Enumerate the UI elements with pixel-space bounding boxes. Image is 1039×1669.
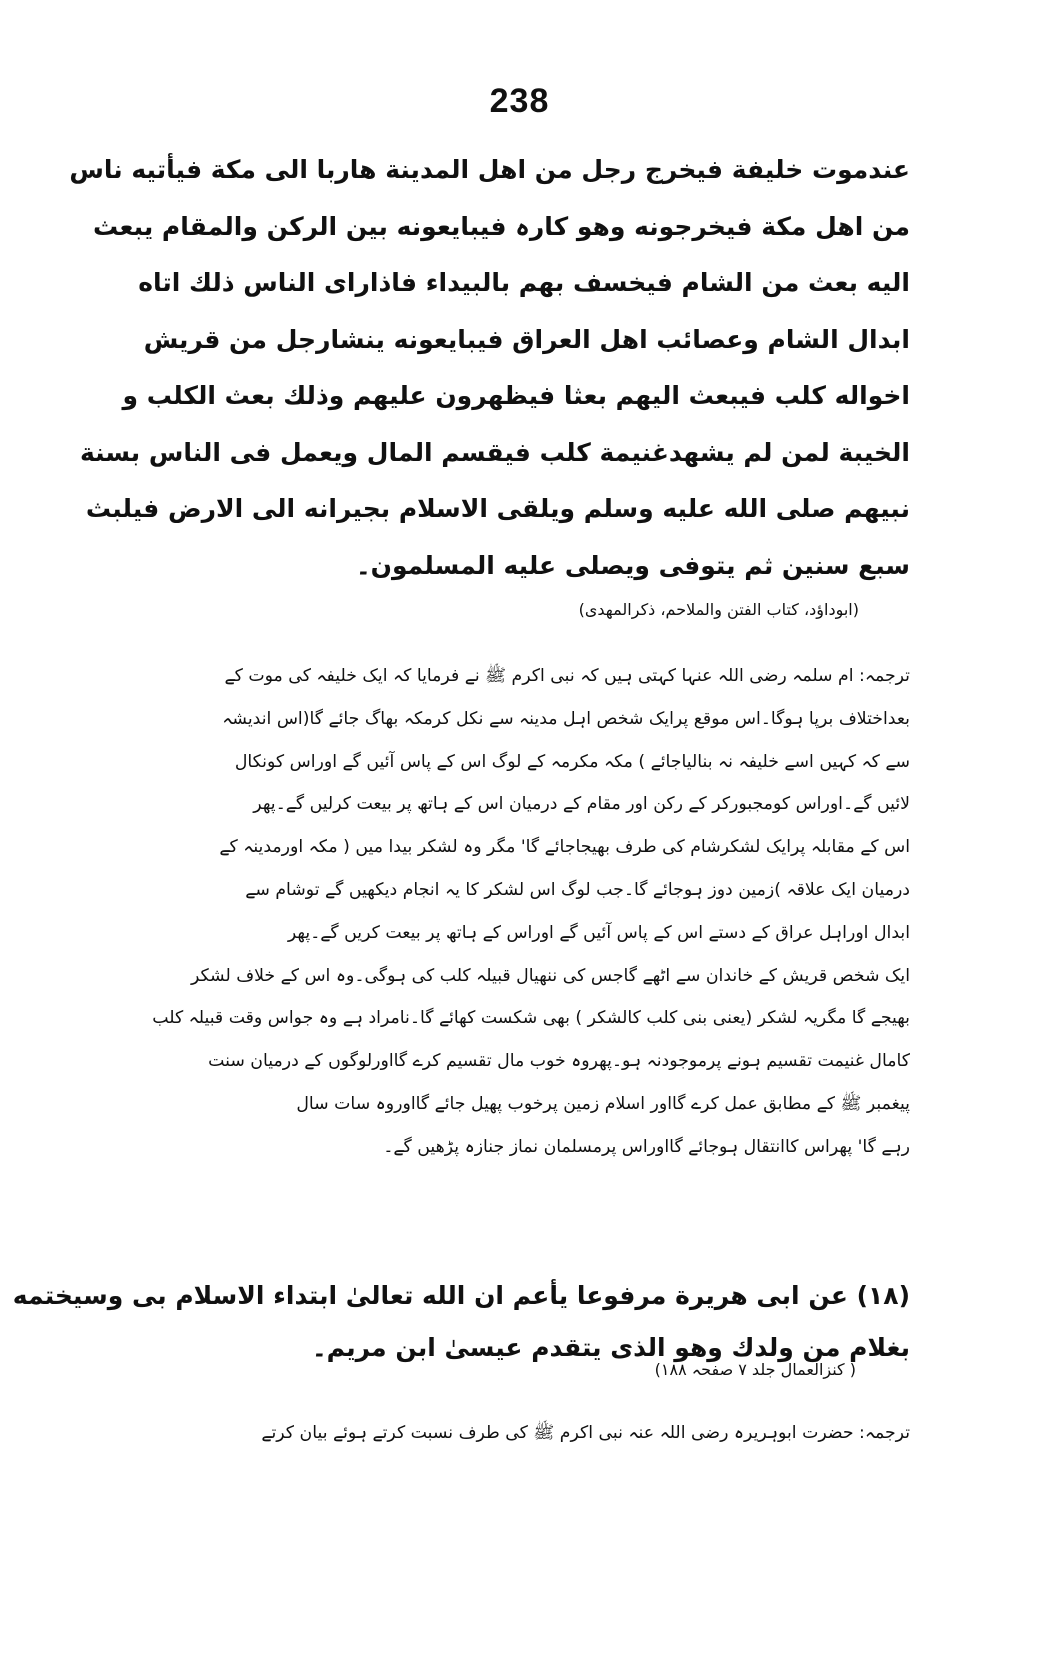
arabic-line: من اهل مكة فيخرجونه وهو كارہ فيبايعونه بين الركن والمقام يبعث <box>93 211 910 241</box>
translation-line: سے کہ کہیں اسے خلیفہ نہ بنالیاجائے ) مکہ مکرمہ کے لوگ اس کے پاس آئیں گے اوراس کونکال <box>234 751 910 772</box>
arabic-line: اليه بعث من الشام فيخسف بهم بالبيداء فاذارای الناس ذلك اتاه <box>138 268 910 297</box>
arabic-line: نبيهم صلى الله عليه وسلم ويلقى الاسلام بجيرانه الى الارض فيلبث <box>85 494 910 523</box>
translation-line: ایک شخص قریش کے خاندان سے اٹھے گاجس کی ننھیال قبیلہ کلب کی ہوگی۔وہ اس کے خلاف لشکر <box>190 965 910 986</box>
arabic-hadith-18 <box>12 1270 910 1374</box>
translation-line: بعداختلاف برپا ہوگا۔اس موقع پرایک شخص اہل مدینہ سے نکل کرمکہ بھاگ جائے گا(اس اندیشہ <box>222 708 910 729</box>
translation-line: کامال غنیمت تقسیم ہونے پرموجودنہ ہو۔پھروہ خوب مال تقسیم کرے گااورلوگوں کے درمیان سنت <box>208 1051 910 1072</box>
citation-kanz-al-ummal: ( کنزالعمال جلد ۷ صفحہ ۱۸۸) <box>654 1360 856 1379</box>
urdu-translation-1 <box>150 655 910 1169</box>
arabic-line: اخواله كلب فيبعث اليهم بعثا فيظهرون عليهم وذلك بعث الكلب و <box>122 381 910 410</box>
arabic-line: ابدال الشام وعصائب اهل العراق فيبايعونه ينشارجل من قريش <box>143 324 910 354</box>
translation-line: لائیں گے۔اوراس کومجبورکر کے رکن اور مقام کے درمیان اس کے ہاتھ پر بیعت کرلیں گے۔پھر <box>253 794 910 815</box>
translation-line: اس کے مقابلہ پرایک لشکرشام کی طرف بھیجاجائے گا' مگر وہ لشکر بیدا میں ( مکہ اورمدینہ کے <box>219 837 910 858</box>
arabic-line: عندموت خليفة فيخرج رجل من اهل المدينة هاربا الى مكة فيأتيه ناس <box>69 155 910 184</box>
page-number: 238 <box>489 82 550 120</box>
arabic-hadith-text <box>69 142 910 594</box>
translation-line: درمیان ایک علاقہ )زمین دوز ہوجائے گا۔جب لوگ اس لشکر کا یہ انجام دیکھیں گے توشام سے <box>245 879 910 900</box>
translation-line: رہے گا' پھراس کاانتقال ہوجائے گااوراس پرمسلمان نماز جنازہ پڑھیں گے۔ <box>383 1136 910 1157</box>
translation-line: ابدال اوراہل عراق کے دستے اس کے پاس آئیں گے اوراس کے ہاتھ پر بیعت کریں گے۔پھر <box>287 922 910 943</box>
arabic-line: (۱۸) عن ابى هريرة مرفوعا يأعم ان الله تعالىٰ ابتداء الاسلام بى وسيختمه <box>12 1281 910 1310</box>
arabic-line: الخيبة لمن لم يشهدغنيمة كلب فيقسم المال ويعمل فى الناس بسنة <box>79 437 910 467</box>
arabic-line: بغلام من ولدك وهو الذى يتقدم عيسىٰ ابن مريم۔ <box>311 1333 910 1362</box>
citation-abu-dawud: (ابوداؤد، کتاب الفتن والملاحم، ذکرالمهدی) <box>578 600 859 619</box>
translation-line: پیغمبر ﷺ کے مطابق عمل کرے گااور اسلام زمین پرخوب پھیل جائے گااوروہ سات سال <box>296 1093 910 1114</box>
translation-line: بھیجے گا مگریہ لشکر (یعنی بنی کلب کالشکر ) بھی شکست کھائے گا۔نامراد ہے وہ جواس وقت قبیلہ کلب <box>152 1008 910 1029</box>
translation-line: ترجمہ: ام سلمہ رضی اللہ عنہا کہتی ہیں کہ نبی اکرم ﷺ نے فرمایا کہ ایک خلیفہ کی موت کے <box>224 666 910 686</box>
translation-line: ترجمہ: حضرت ابوہریرہ رضی اللہ عنہ نبی اکرم ﷺ کی طرف نسبت کرتے ہوئے بیان کرتے <box>261 1423 910 1443</box>
arabic-line: سبع سنين ثم يتوفى ويصلى عليه المسلمون۔ <box>356 550 910 580</box>
urdu-translation-2 <box>150 1412 910 1455</box>
